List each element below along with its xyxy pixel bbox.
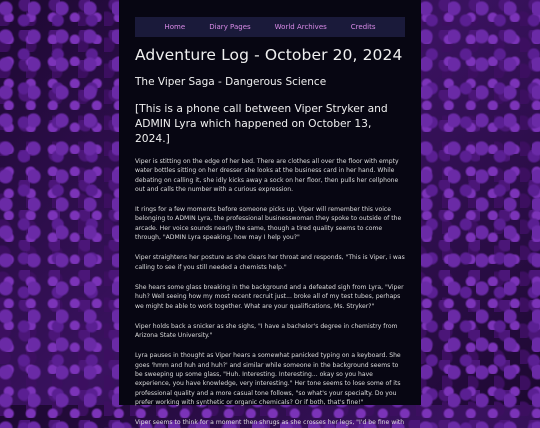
story-paragraph: Viper holds back a snicker as she sighs, "I have a bachelor's degree in chemistry from Arizona State University." — [135, 322, 398, 340]
story-paragraph: It rings for a few moments before someone picks up. Viper will remember this voice belonging to ADMIN Lyra, the professional businesswoman they spoke to outside of the arcade. Her voice sounds nearly the same, though a tired quality seems to come through, "ADMIN Lyra speaking, how may I help you?" — [135, 206, 402, 242]
nav-link-credits[interactable]: Credits — [350, 23, 376, 31]
page-title: Adventure Log - October 20, 2024 — [135, 46, 403, 64]
story-paragraph: Viper is stitting on the edge of her bed. There are clothes all over the floor with empty water bottles sitting on her dresser she looks at the business card in her hand. While debating on calling it, she idly kicks away a sock on her floor, then pulls her cellphone out and calls the number with a curious expression. — [135, 158, 399, 193]
nav-bar — [135, 17, 405, 37]
nav-link-home[interactable]: Home — [164, 23, 186, 31]
story-paragraph: Viper straightens her posture as she clears her throat and responds, "This is Viper, i was calling to see if you still needed a chemists help." — [135, 254, 405, 271]
story-paragraph: Viper seems to think for a moment then shrugs as she crosses her legs, "I'd be fine with — [135, 419, 405, 427]
content-panel — [119, 0, 421, 427]
page-subtitle: The Viper Saga - Dangerous Science — [135, 76, 327, 88]
story-paragraph: She hears some glass breaking in the background and a defeated sigh from Lyra, "Viper huh? Well seeing how my most recent recruit just... broke all of my test tubes, perhaps we might be able to work together. What are your qualifications, Ms. Stryker?" — [135, 283, 404, 310]
nav-link-world-archives[interactable]: World Archives — [274, 23, 327, 31]
intro-heading: [This is a phone call between Viper Stryker and ADMIN Lyra which happened on October 13, 2024.] — [135, 102, 388, 145]
story-paragraph: Lyra pauses in thought as Viper hears a somewhat panicked typing on a keyboard. She goes 'hmm and huh and huh?' and similar while someone in the background seems to be sweeping up some glass, "Huh. Interesting. Interesting... okay so you have experience, you have knowledge, very interesting." Her tone seems to lose some of its professional quality and a more casual tone follows, "so what's your specialty. Do you prefer working with synthetic or organic chemicals? Or if both, that's fine!" — [135, 352, 401, 406]
article — [119, 46, 421, 428]
nav-link-diary-pages[interactable]: Diary Pages — [209, 23, 251, 31]
